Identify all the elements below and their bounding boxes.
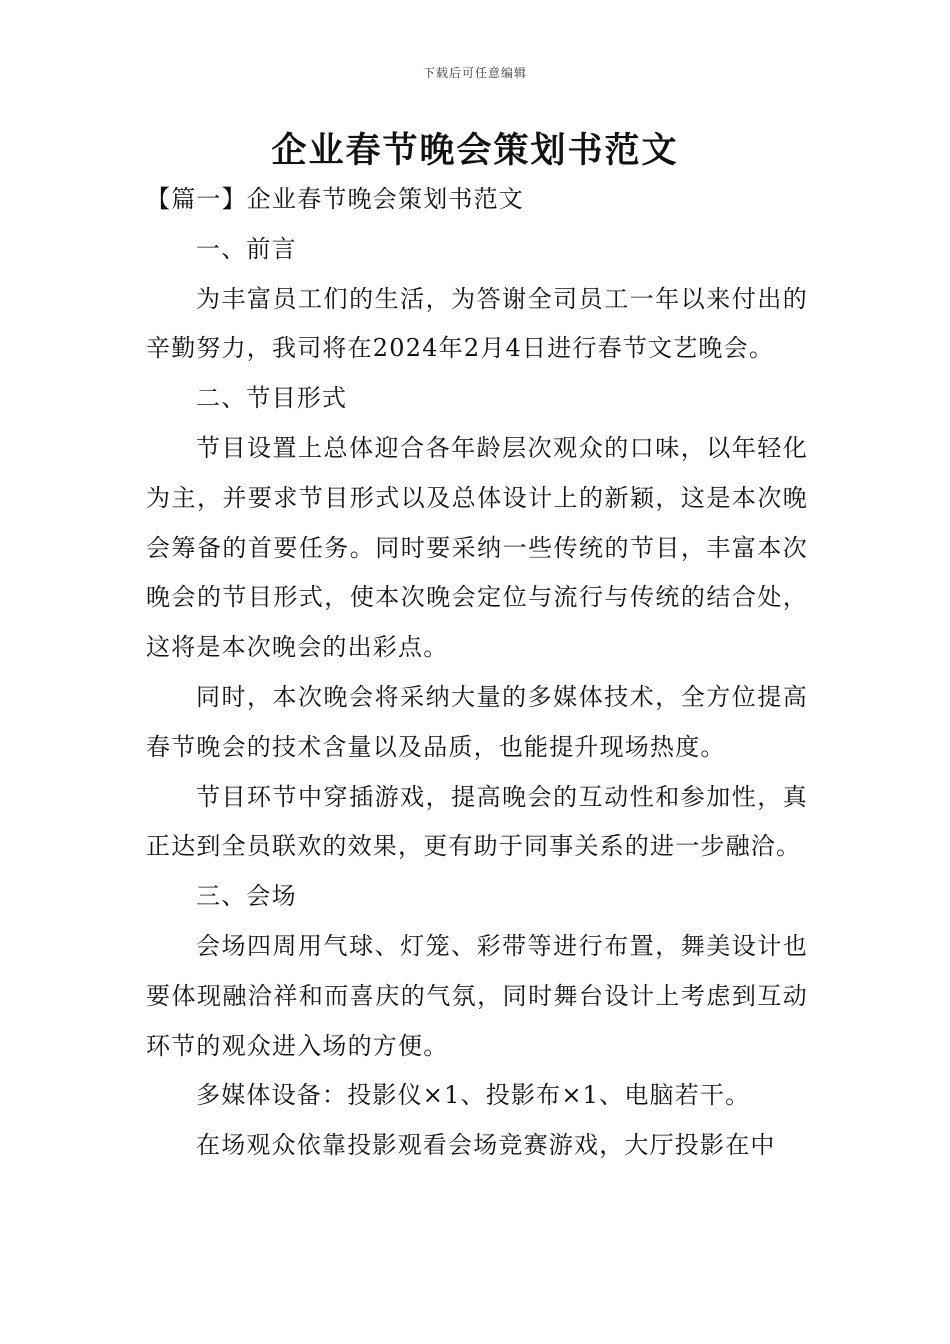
page-header-note: 下载后可任意编辑 [422,66,527,80]
paragraph: 多媒体设备：投影仪×1、投影布×1、电脑若干。 [196,1081,751,1110]
paragraph: 在场观众依靠投影观看会场竞赛游戏，大厅投影在中 [196,1131,776,1160]
document-subtitle: 【篇一】企业春节晚会策划书范文 [146,185,524,213]
section-heading-preface: 一、前言 [196,234,297,263]
document-body [146,175,808,1171]
paragraph: 同时，本次晚会将采纳大量的多媒体技术，全方位提高春节晚会的技术含量以及品质，也能提升现场热度。 [146,682,808,761]
section-heading-program-format: 二、节目形式 [196,384,348,413]
section-heading-venue: 三、会场 [196,882,297,911]
paragraph: 节目设置上总体迎合各年龄层次观众的口味，以年轻化为主，并要求节目形式以及总体设计上的新颖，这是本次晚会筹备的首要任务。同时要采纳一些传统的节目，丰富本次晚会的节目形式，使本次晚会定位与流行与传统的结合处，这将是本次晚会的出彩点。 [146,433,808,662]
document-title: 企业春节晚会策划书范文 [271,130,679,171]
paragraph: 为丰富员工们的生活，为答谢全司员工一年以来付出的辛勤努力，我司将在2024年2月4日进行春节文艺晚会。 [146,284,808,363]
paragraph: 节目环节中穿插游戏，提高晚会的互动性和参加性，真正达到全员联欢的效果，更有助于同事关系的进一步融洽。 [146,782,808,861]
paragraph: 会场四周用气球、灯笼、彩带等进行布置，舞美设计也要体现融洽祥和而喜庆的气氛，同时舞台设计上考虑到互动环节的观众进入场的方便。 [146,931,808,1060]
